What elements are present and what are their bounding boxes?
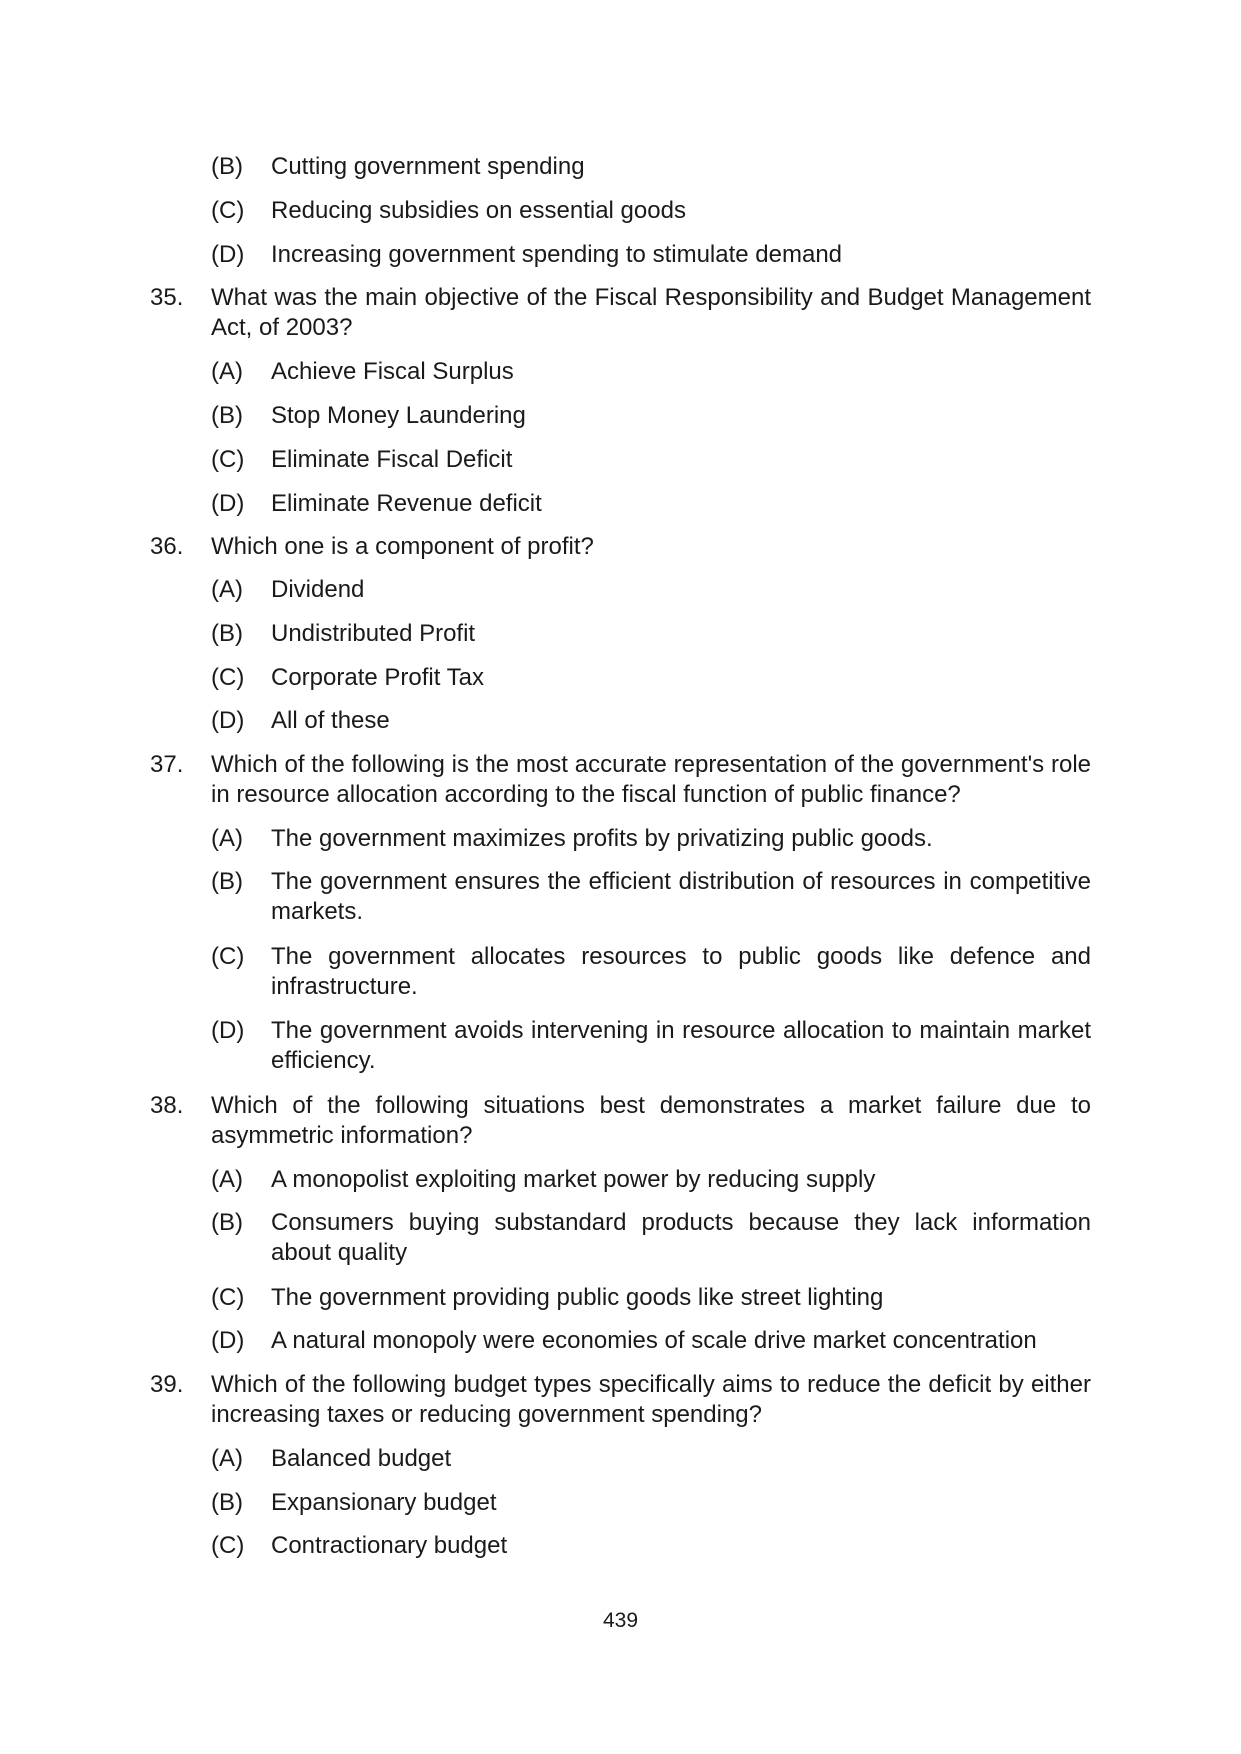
option-text: The government providing public goods like street lighting bbox=[271, 1284, 884, 1311]
option-text: Expansionary budget bbox=[271, 1489, 497, 1516]
option-text: Contractionary budget bbox=[271, 1532, 508, 1559]
option-label: (D) bbox=[211, 490, 245, 517]
option-label: (B) bbox=[211, 868, 243, 895]
option-label: (C) bbox=[211, 197, 245, 224]
option-text: Corporate Profit Tax bbox=[271, 664, 484, 691]
question-stem: Which of the following budget types specifically aims to reduce the deficit by either increasing taxes or reducing government spending? bbox=[211, 1371, 1091, 1428]
question-stem: What was the main objective of the Fiscal Responsibility and Budget Management Act, of 2003? bbox=[211, 284, 1091, 341]
option-label: (D) bbox=[211, 1327, 245, 1354]
option-text: Achieve Fiscal Surplus bbox=[271, 358, 514, 385]
question-stem: Which of the following is the most accurate representation of the government's role in resource allocation according to the fiscal function of public finance? bbox=[211, 751, 1091, 808]
option-text: Cutting government spending bbox=[271, 153, 585, 180]
option-label: (C) bbox=[211, 1284, 245, 1311]
option-label: (B) bbox=[211, 1209, 243, 1236]
option-text: The government maximizes profits by privatizing public goods. bbox=[271, 825, 933, 852]
option-text: Stop Money Laundering bbox=[271, 402, 526, 429]
option-label: (A) bbox=[211, 1445, 243, 1472]
question-number: 35. bbox=[150, 284, 184, 311]
option-text: A natural monopoly were economies of scale drive market concentration bbox=[271, 1327, 1037, 1354]
option-label: (B) bbox=[211, 402, 243, 429]
option-label: (C) bbox=[211, 446, 245, 473]
option-text: Balanced budget bbox=[271, 1445, 452, 1472]
question-number: 37. bbox=[150, 751, 184, 778]
option-label: (D) bbox=[211, 1017, 245, 1044]
question-stem: Which of the following situations best demonstrates a market failure due to asymmetric information? bbox=[211, 1092, 1091, 1149]
option-label: (C) bbox=[211, 664, 245, 691]
option-label: (B) bbox=[211, 620, 243, 647]
option-label: (C) bbox=[211, 1532, 245, 1559]
option-text: Consumers buying substandard products because they lack information about quality bbox=[271, 1209, 1091, 1266]
option-label: (A) bbox=[211, 576, 243, 603]
option-text: The government avoids intervening in resource allocation to maintain market efficiency. bbox=[271, 1017, 1091, 1074]
option-label: (A) bbox=[211, 358, 243, 385]
question-number: 38. bbox=[150, 1092, 184, 1119]
option-text: Eliminate Fiscal Deficit bbox=[271, 446, 513, 473]
question-stem: Which one is a component of profit? bbox=[211, 533, 594, 560]
option-text: All of these bbox=[271, 707, 390, 734]
option-text: Increasing government spending to stimulate demand bbox=[271, 241, 843, 268]
option-text: The government allocates resources to public goods like defence and infrastructure. bbox=[271, 943, 1091, 1000]
option-label: (B) bbox=[211, 153, 243, 180]
option-label: (B) bbox=[211, 1489, 243, 1516]
option-text: Undistributed Profit bbox=[271, 620, 476, 647]
question-number: 36. bbox=[150, 533, 184, 560]
option-text: The government ensures the efficient distribution of resources in competitive markets. bbox=[271, 868, 1091, 925]
option-text: A monopolist exploiting market power by reducing supply bbox=[271, 1166, 876, 1193]
option-text: Dividend bbox=[271, 576, 365, 603]
option-label: (D) bbox=[211, 241, 245, 268]
option-label: (C) bbox=[211, 943, 245, 970]
option-label: (A) bbox=[211, 1166, 243, 1193]
option-text: Eliminate Revenue deficit bbox=[271, 490, 542, 517]
option-text: Reducing subsidies on essential goods bbox=[271, 197, 686, 224]
question-number: 39. bbox=[150, 1371, 184, 1398]
option-label: (A) bbox=[211, 825, 243, 852]
option-label: (D) bbox=[211, 707, 245, 734]
page-number: 439 bbox=[602, 1609, 639, 1632]
